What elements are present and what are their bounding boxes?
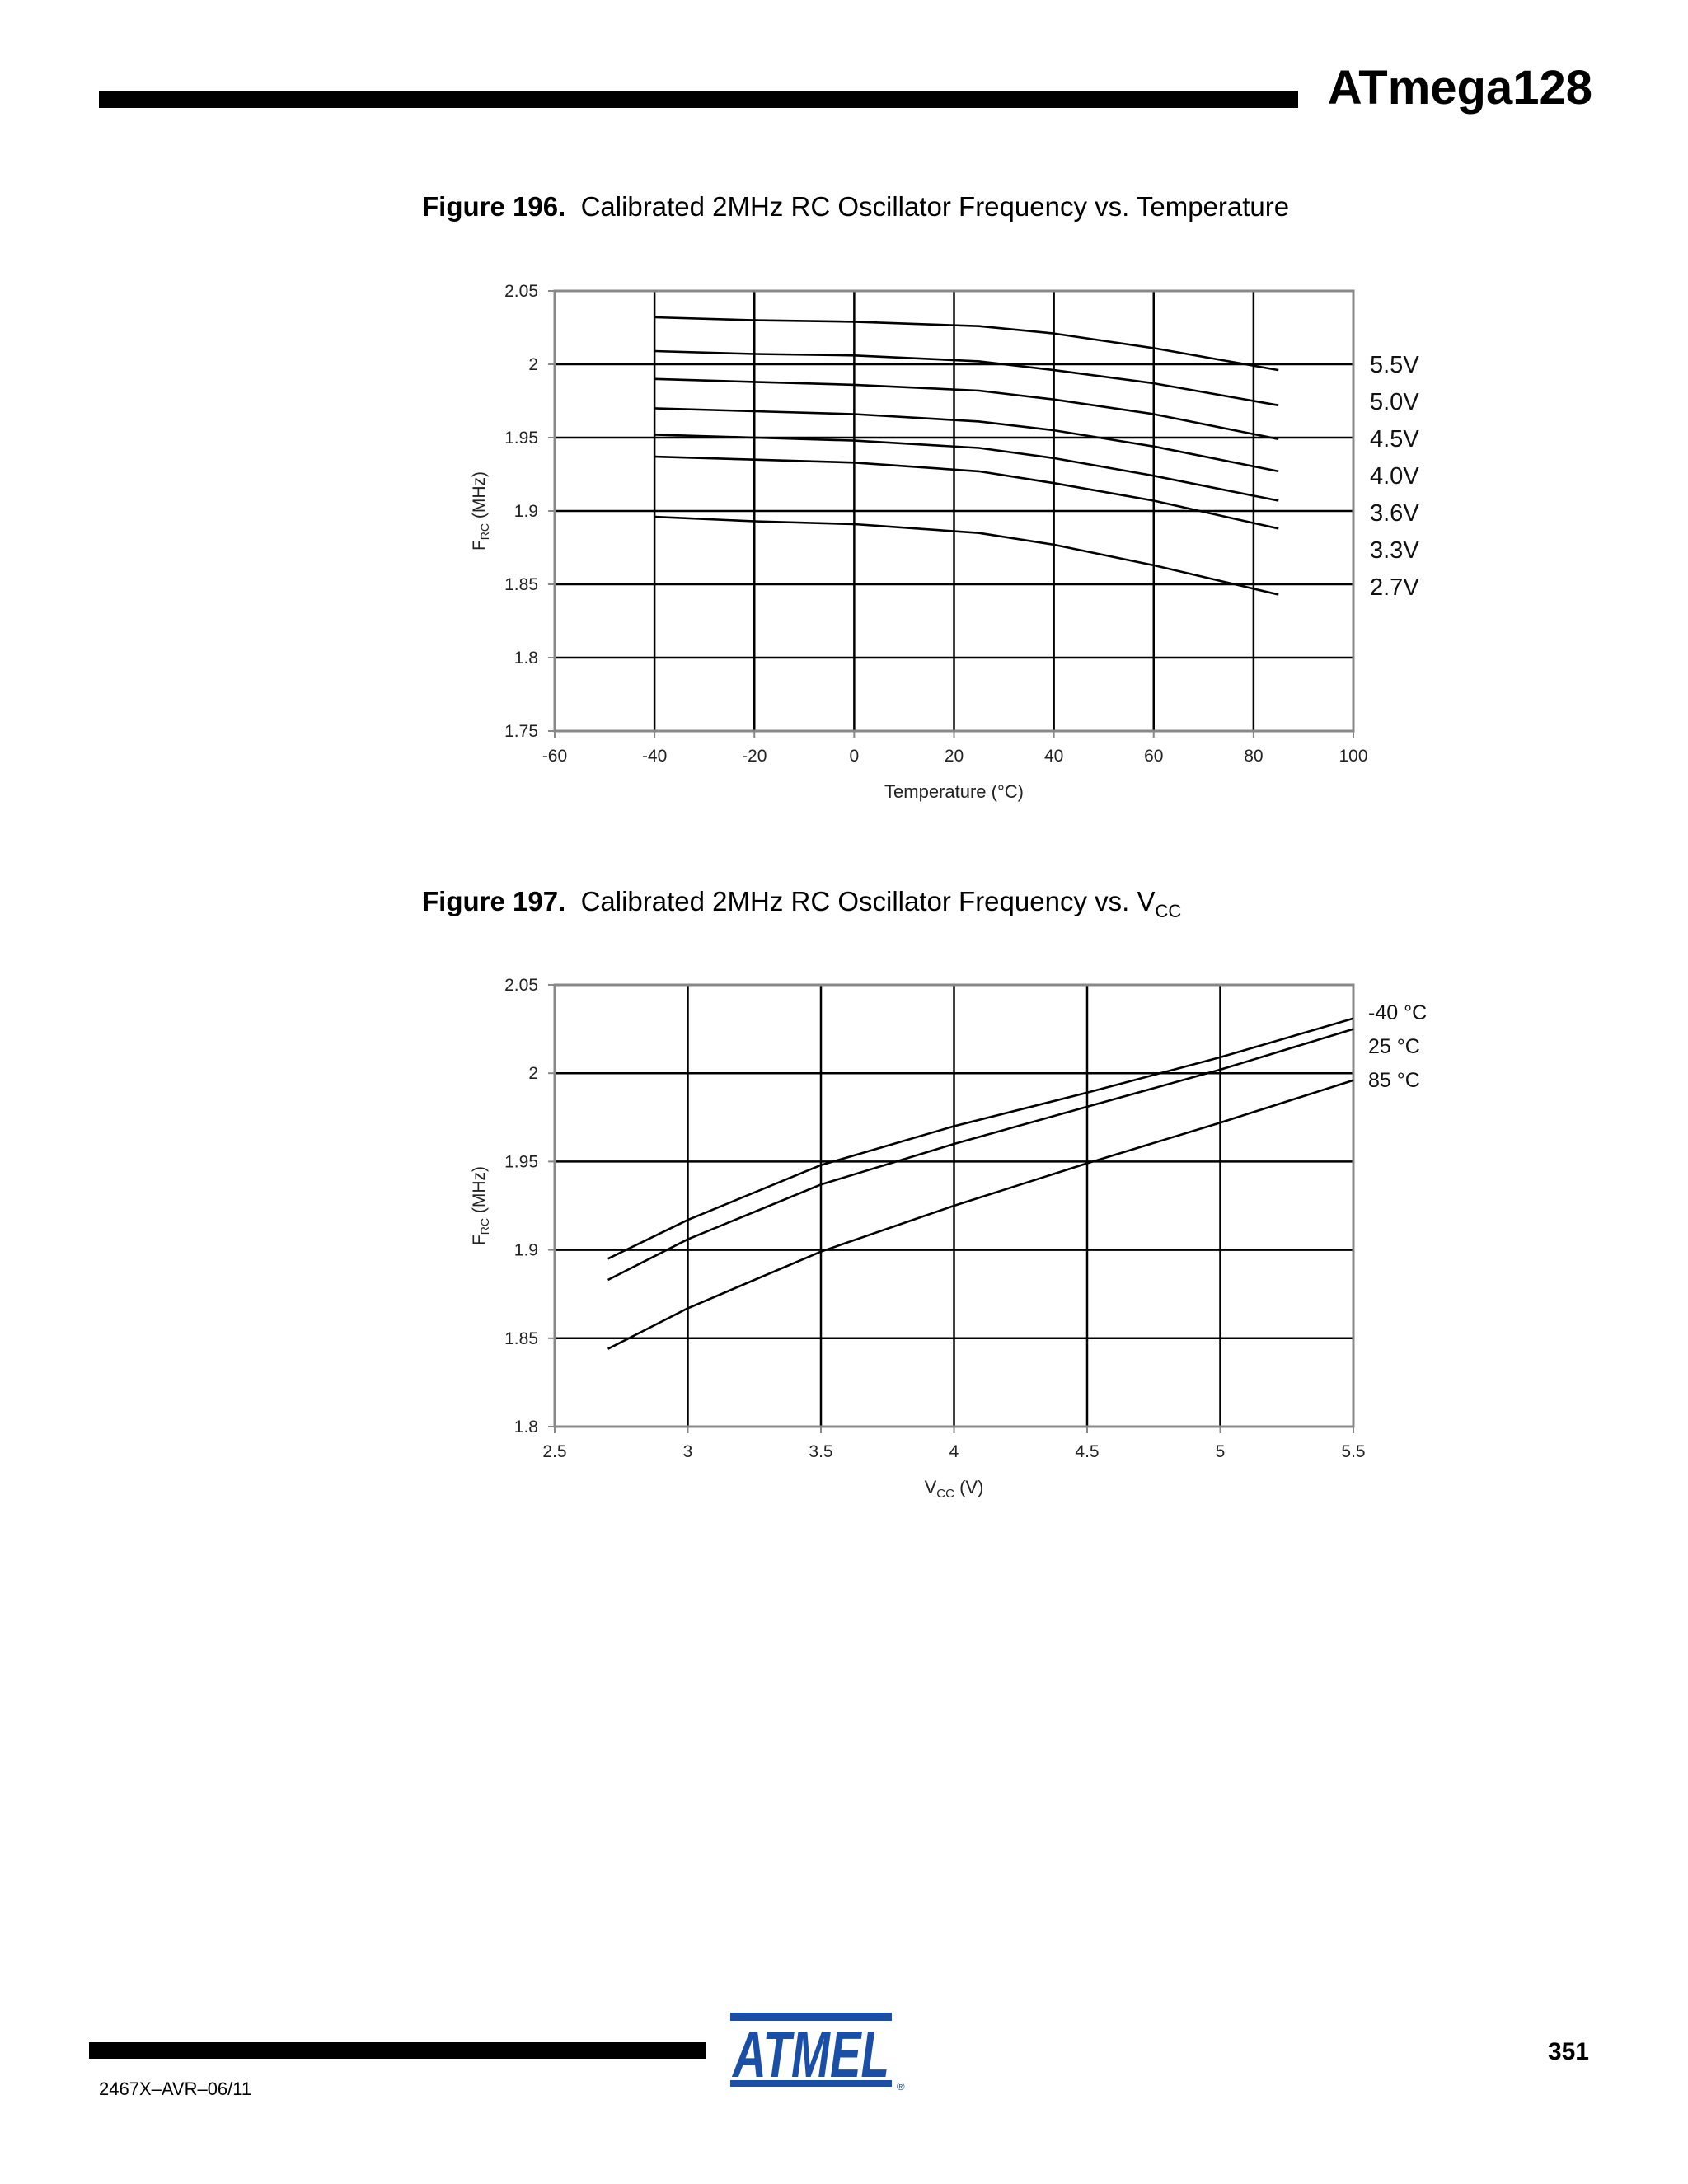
page-number: 351: [1547, 2038, 1589, 2065]
x-tick-label: 5: [1215, 1442, 1226, 1461]
x-tick-label: 80: [1244, 747, 1264, 766]
series-line: [608, 1029, 1353, 1280]
y-tick-label: 2.05: [504, 282, 538, 301]
series-line: [654, 351, 1278, 405]
figure-196-title: Calibrated 2MHz RC Oscillator Frequency vs. Temperature: [580, 191, 1290, 222]
y-axis-label-subscript: RC: [478, 523, 491, 541]
logo-registered-mark: ®: [897, 2080, 905, 2093]
chart-frequency-vs-temperature: [0, 272, 1688, 832]
y-axis-label-unit: (MHz): [470, 1165, 489, 1218]
y-tick-label: 1.85: [504, 1329, 538, 1348]
figure-197-title-subscript: CC: [1155, 901, 1182, 921]
y-axis-label-subscript: RC: [478, 1217, 491, 1235]
y-tick-label: 1.8: [513, 1418, 538, 1436]
atmel-logo: [724, 2011, 905, 2093]
x-tick-label: -60: [542, 747, 568, 766]
legend-label: 4.0V: [1370, 463, 1419, 490]
figure-197-label: Figure 197.: [422, 886, 566, 916]
x-tick-label: 60: [1144, 747, 1164, 766]
x-axis-label-main: Temperature (°C): [884, 781, 1024, 802]
figure-197-title: Calibrated 2MHz RC Oscillator Frequency vs. V: [580, 886, 1156, 916]
y-tick-label: 2.05: [504, 976, 538, 995]
legend-label: 3.6V: [1370, 500, 1419, 527]
figure-197-caption: [422, 888, 1181, 921]
figure-196-caption: [422, 193, 1289, 220]
x-tick-label: 0: [849, 747, 860, 766]
y-tick-label: 1.85: [504, 575, 538, 594]
series-line: [654, 408, 1278, 471]
y-tick-label: 1.9: [513, 1240, 538, 1260]
footer-rule: [89, 2042, 706, 2059]
x-tick-label: 3.5: [809, 1442, 833, 1461]
x-axis-label-subscript: CC: [936, 1487, 954, 1501]
document-title: ATmega128: [1327, 61, 1592, 115]
x-tick-label: 40: [1043, 747, 1064, 766]
y-axis-label: [470, 1166, 491, 1245]
x-axis-label: [884, 781, 1024, 802]
y-axis-label: [470, 471, 491, 551]
y-axis-label-main: F: [470, 1235, 489, 1246]
x-tick-label: 2.5: [542, 1442, 567, 1461]
series-line: [654, 457, 1278, 528]
x-tick-label: 4.5: [1075, 1442, 1100, 1461]
legend-label: 85 °C: [1368, 1069, 1420, 1092]
legend-label: 3.3V: [1370, 537, 1419, 564]
x-tick-label: -20: [742, 747, 767, 766]
y-tick-label: 1.9: [513, 502, 538, 521]
x-tick-label: 100: [1339, 747, 1368, 766]
logo-wordmark: ATMEL: [731, 2018, 889, 2091]
x-axis-label-unit: (V): [954, 1477, 984, 1497]
x-tick-label: 3: [682, 1442, 693, 1461]
legend-label: 5.0V: [1370, 389, 1419, 415]
x-tick-label: 4: [949, 1442, 959, 1461]
chart-frequency-vs-vcc: [0, 964, 1688, 1525]
legend-label: 5.5V: [1370, 352, 1419, 378]
y-tick-label: 2: [528, 355, 538, 374]
x-tick-label: 5.5: [1341, 1442, 1366, 1461]
figure-196-label: Figure 196.: [422, 191, 566, 222]
legend-label: 4.5V: [1370, 426, 1419, 452]
document-code: 2467X–AVR–06/11: [99, 2079, 252, 2099]
series-line: [654, 434, 1278, 500]
x-tick-label: -40: [641, 747, 668, 766]
x-axis-label-main: V: [924, 1477, 937, 1497]
legend-label: 2.7V: [1370, 574, 1419, 601]
x-axis-label: [925, 1477, 984, 1501]
y-tick-label: 1.95: [504, 1152, 538, 1172]
y-tick-label: 1.75: [504, 722, 538, 741]
series-line: [608, 1019, 1353, 1259]
y-tick-label: 1.95: [504, 429, 538, 448]
series-line: [654, 517, 1278, 594]
series-line: [654, 317, 1278, 370]
y-axis-label-main: F: [470, 540, 489, 551]
y-tick-label: 2: [528, 1064, 538, 1084]
y-axis-label-unit: (MHz): [470, 471, 489, 523]
x-tick-label: 20: [944, 747, 964, 766]
header-rule: [99, 91, 1298, 108]
y-tick-label: 1.8: [513, 649, 538, 668]
legend-label: 25 °C: [1368, 1035, 1420, 1058]
legend-label: -40 °C: [1368, 1001, 1428, 1024]
